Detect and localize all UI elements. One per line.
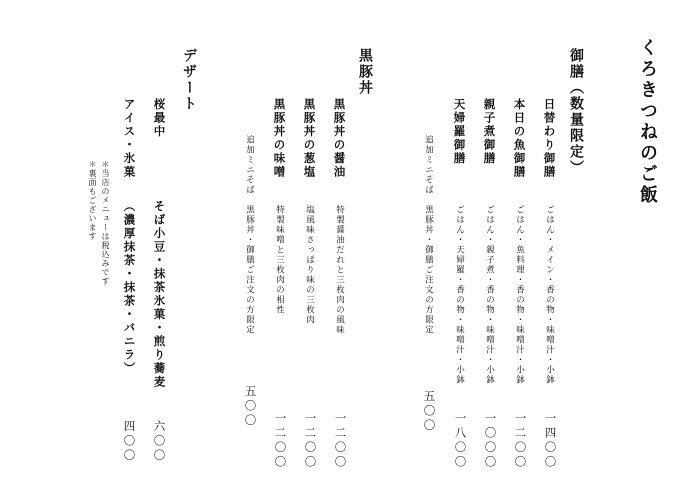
item-price: 一二〇〇 [513,412,528,470]
item-desc: 特製味噌と三枚肉の相性 [274,205,285,315]
item-price: 四〇〇 [122,420,137,464]
note-tax-included: ＊当店のメニューは税込みです [101,160,110,286]
addon-price: 五〇〇 [422,390,437,434]
item-name: 親子煮御膳 [482,98,497,166]
item-desc: ごはん・魚料理・香の物・味噌汁・小鉢 [514,205,525,385]
item-name: 黒豚丼の味噌 [272,98,287,179]
addon-label: 追加ミニそば [423,135,434,195]
item-name: アイス・氷菓 [122,98,137,179]
addon-desc: 黒豚丼・御膳ご注文の方限定 [244,205,255,335]
item-desc: ごはん・天婦羅・香の物・味噌汁・小鉢 [454,205,465,385]
item-desc: 特製醤油だれと三枚肉の風味 [334,205,345,335]
item-price: 一八〇〇 [453,412,468,470]
item-price: 一二〇〇 [303,412,318,470]
menu-title: くろきつねのご飯 [637,38,658,206]
item-name: 天婦羅御膳 [452,98,467,166]
item-name: 日替わり御膳 [542,98,557,179]
item-name: 本日の魚御膳 [512,98,527,179]
addon-desc: 黒豚丼・御膳ご注文の方限定 [423,205,434,335]
item-desc: ごはん・メイン・香の物・味噌汁・小鉢 [544,205,555,385]
item-name: 黒豚丼の醤油 [332,98,347,179]
section-heading-kurobuta: 黒豚丼 [357,48,373,96]
item-name: 黒豚丼の葱塩 [302,98,317,179]
item-price: 一〇〇〇 [483,412,498,470]
item-name: 桜最中 [152,98,167,139]
item-price: 六〇〇 [152,420,167,464]
addon-label: 追加ミニそば [244,135,255,195]
section-heading-dessert: デザート [181,48,197,112]
item-desc: 塩風味さっぱり味の三枚肉 [304,205,315,325]
note-back-page: ＊裏面もございます [88,160,97,241]
item-price: 一四〇〇 [543,412,558,470]
section-heading-gozen: 御膳（数量限定） [568,48,584,176]
item-price: 一二〇〇 [333,412,348,470]
item-desc: （濃厚抹茶・抹茶・バニラ） [122,200,137,376]
item-desc: ごはん・親子煮・香の物・味噌汁・小鉢 [484,205,495,385]
addon-price: 五〇〇 [243,385,258,429]
item-price: 一二〇〇 [273,412,288,470]
item-desc: そば小豆・抹茶氷菓・煎り蕎麦 [152,200,167,389]
